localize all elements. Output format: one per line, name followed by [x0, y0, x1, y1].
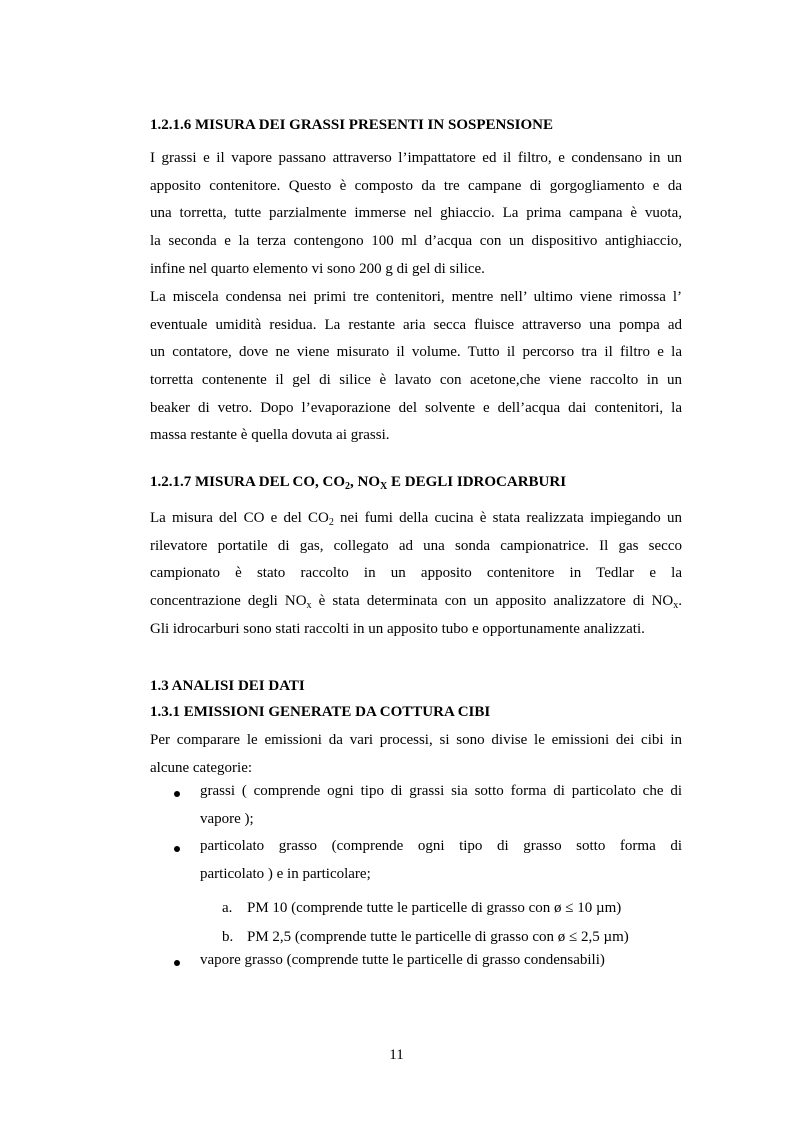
text-run: concentrazione degli NO — [150, 593, 307, 610]
section-heading-1216: 1.2.1.6 MISURA DEI GRASSI PRESENTI IN SOSPENSIONE — [150, 117, 554, 133]
text-run: La misura del CO e del CO — [150, 510, 329, 526]
text-line: rilevatore portatile di gas, collegato ad una sonda campionatrice. Il gas secco — [150, 537, 682, 554]
text-line: particolato ) e in particolare; — [200, 866, 371, 883]
list-item — [150, 783, 682, 838]
text-line: una torretta, tutte parzialmente immerse nel ghiaccio. La prima campana è vuota, — [150, 205, 682, 222]
list-item — [150, 838, 682, 893]
subscript: 2 — [328, 517, 334, 528]
section-heading-1217 — [150, 473, 566, 491]
text-line: beaker di vetro. Dopo l’evaporazione del solvente e dell’acqua dai contenitori, la — [150, 399, 682, 416]
text-run: nei fumi della cucina è stata realizzata impiegando un — [333, 510, 682, 526]
text-line: infine nel quarto elemento vi sono 200 g di gel di silice. — [150, 260, 485, 277]
bullet-icon — [174, 960, 180, 966]
text-line: grassi ( comprende ogni tipo di grassi sia sotto forma di particolato che di — [200, 783, 682, 799]
section-heading-13: 1.3 ANALISI DEI DATI — [150, 678, 305, 694]
text-line: massa restante è quella dovuta ai grassi. — [150, 427, 390, 444]
subscript: x — [306, 600, 312, 612]
paragraph-1217 — [150, 505, 682, 643]
text-line: I grassi e il vapore passano attraverso l’impattatore ed il filtro, e condensano in un — [150, 150, 682, 166]
text-run: è stata determinata con un apposito analizzatore di NO — [311, 593, 674, 610]
text-line: PM 2,5 (comprende tutte le particelle di grasso con ø ≤ 2,5 µm) — [247, 928, 629, 945]
sub-list-item-a — [150, 894, 682, 923]
text-run: . — [678, 593, 682, 610]
text-line: campionato è stato raccolto in un apposito contenitore in Tedlar e la — [150, 565, 682, 582]
text-line — [150, 505, 682, 533]
list-marker: b. — [222, 928, 234, 945]
page-number: 11 — [389, 1047, 404, 1063]
sub-list-item-b — [150, 923, 682, 952]
text-line: la seconda e la terza contengono 100 ml d’acqua con un dispositivo antighiaccio, — [150, 233, 682, 250]
bullet-icon — [174, 791, 180, 797]
text-line: alcune categorie: — [150, 759, 253, 776]
list-marker: a. — [222, 899, 233, 916]
heading-text: , NO — [350, 474, 381, 490]
subscript: x — [673, 600, 679, 612]
text-line: Per comparare le emissioni da vari processi, si sono divise le emissioni dei cibi in — [150, 732, 682, 748]
text-line: eventuale umidità residua. La restante aria secca fluisce attraverso una pompa ad — [150, 316, 682, 333]
section-heading-131: 1.3.1 EMISSIONI GENERATE DA COTTURA CIBI — [150, 704, 491, 720]
paragraph-131-intro — [150, 727, 682, 782]
heading-text: 1.2.1.7 MISURA DEL CO, CO — [150, 474, 346, 490]
subscript: 2 — [345, 481, 351, 492]
paragraph-1216-a — [150, 145, 682, 283]
text-line: La miscela condensa nei primi tre contenitori, mentre nell’ ultimo viene rimossa l’ — [150, 289, 682, 305]
text-line: Gli idrocarburi sono stati raccolti in un apposito tubo e opportunamente analizzati. — [150, 620, 645, 637]
text-line: vapore ); — [200, 810, 254, 827]
subscript: X — [380, 481, 388, 492]
text-line: torretta contenente il gel di silice è lavato con acetone,che viene raccolto in un — [150, 372, 682, 389]
paragraph-1216-b — [150, 284, 682, 450]
bullet-icon — [174, 846, 180, 852]
text-line: particolato grasso (comprende ogni tipo di grasso sotto forma di — [200, 838, 682, 855]
text-line — [150, 588, 682, 616]
text-line: apposito contenitore. Questo è composto da tre campane di gorgogliamento e da — [150, 177, 682, 194]
heading-text: E DEGLI IDROCARBURI — [387, 474, 567, 490]
text-line: vapore grasso (comprende tutte le particelle di grasso condensabili) — [200, 951, 605, 968]
category-list — [150, 783, 682, 979]
text-line: un contatore, dove ne viene misurato il volume. Tutto il percorso tra il filtro e la — [150, 344, 682, 361]
text-line: PM 10 (comprende tutte le particelle di grasso con ø ≤ 10 µm) — [247, 899, 622, 916]
list-item — [150, 952, 682, 980]
